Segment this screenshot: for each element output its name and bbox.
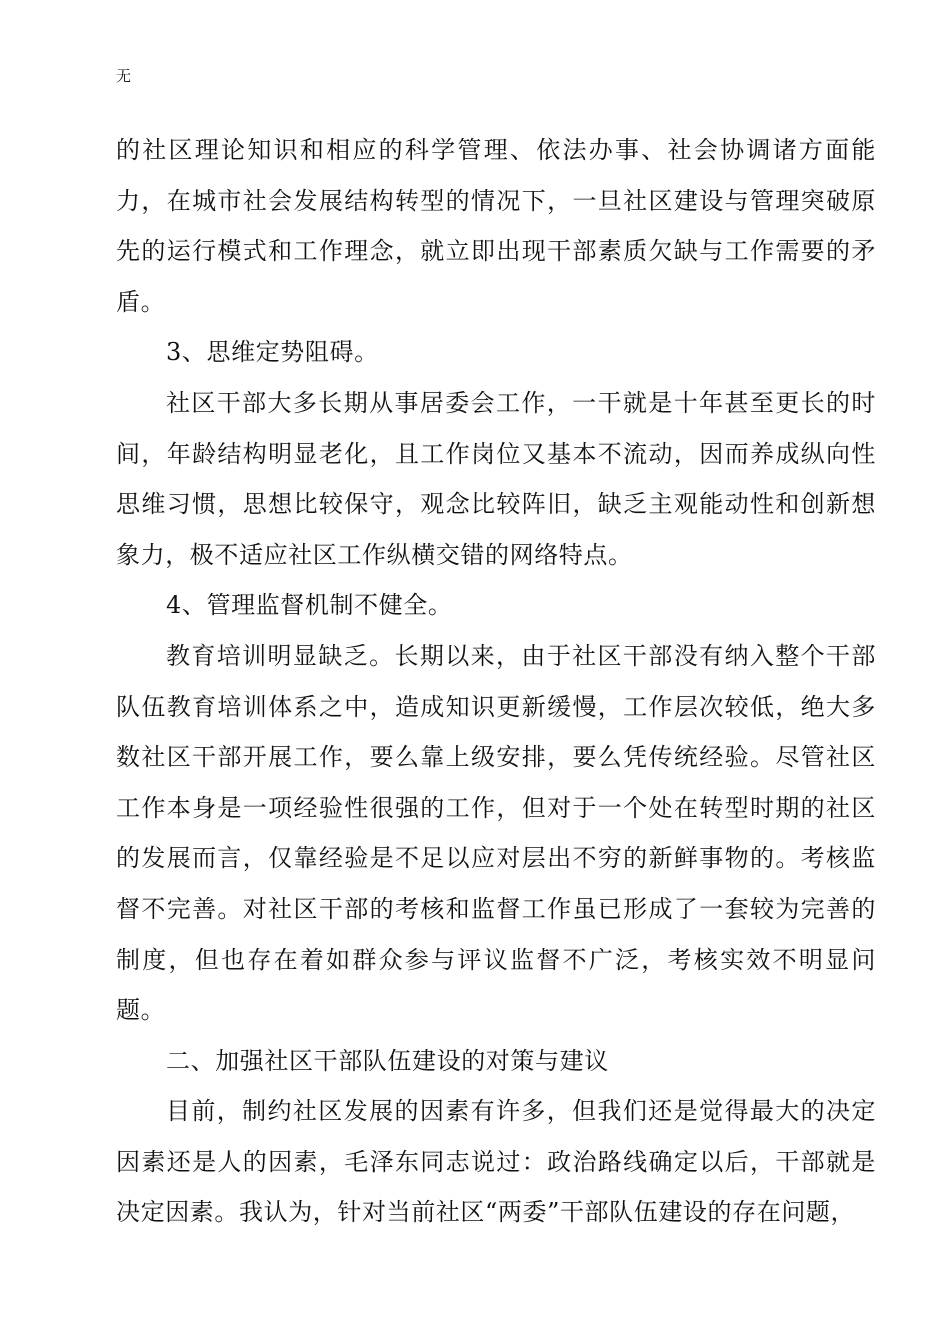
paragraph-training-supervision: 教育培训明显缺乏。长期以来，由于社区干部没有纳入整个干部队伍教育培训体系之中，造成知识更新缓慢，工作层次较低，绝大多数社区干部开展工作，要么靠上级安排，要么凭传统经验。尽管社区工作本身是一项经验性很强的工作，但对于一个处在转型时期的社区的发展而言，仅靠经验是不足以应对层出不穷的新鲜事物的。考核监督不完善。对社区干部的考核和监督工作虽已形成了一套较为完善的制度，但也存在着如群众参与评议监督不广泛，考核实效不明显问题。 <box>116 641 876 1025</box>
section-heading-two: 二、加强社区干部队伍建设的对策与建议 <box>166 1046 609 1075</box>
page-header: 无 <box>116 67 132 85</box>
paragraph-current-factors: 目前，制约社区发展的因素有许多，但我们还是觉得最大的决定因素还是人的因素，毛泽东同志说过：政治路线确定以后，干部就是决定因素。我认为，针对当前社区“两委”干部队伍建设的存在问题， <box>116 1097 876 1227</box>
paragraph-thinking-pattern: 社区干部大多长期从事居委会工作，一干就是十年甚至更长的时间，年龄结构明显老化，且工作岗位又基本不流动，因而养成纵向性思维习惯，思想比较保守，观念比较阵旧，缺乏主观能动性和创新想象力，极不适应社区工作纵横交错的网络特点。 <box>116 388 876 569</box>
document-body <box>116 125 876 1238</box>
section-heading-4: 4、管理监督机制不健全。 <box>166 591 453 620</box>
section-heading-3: 3、思维定势阻碍。 <box>166 338 379 367</box>
paragraph-continuation: 的社区理论知识和相应的科学管理、依法办事、社会协调诸方面能力，在城市社会发展结构转型的情况下，一旦社区建设与管理突破原先的运行模式和工作理念，就立即出现干部素质欠缺与工作需要的矛盾。 <box>116 136 876 316</box>
